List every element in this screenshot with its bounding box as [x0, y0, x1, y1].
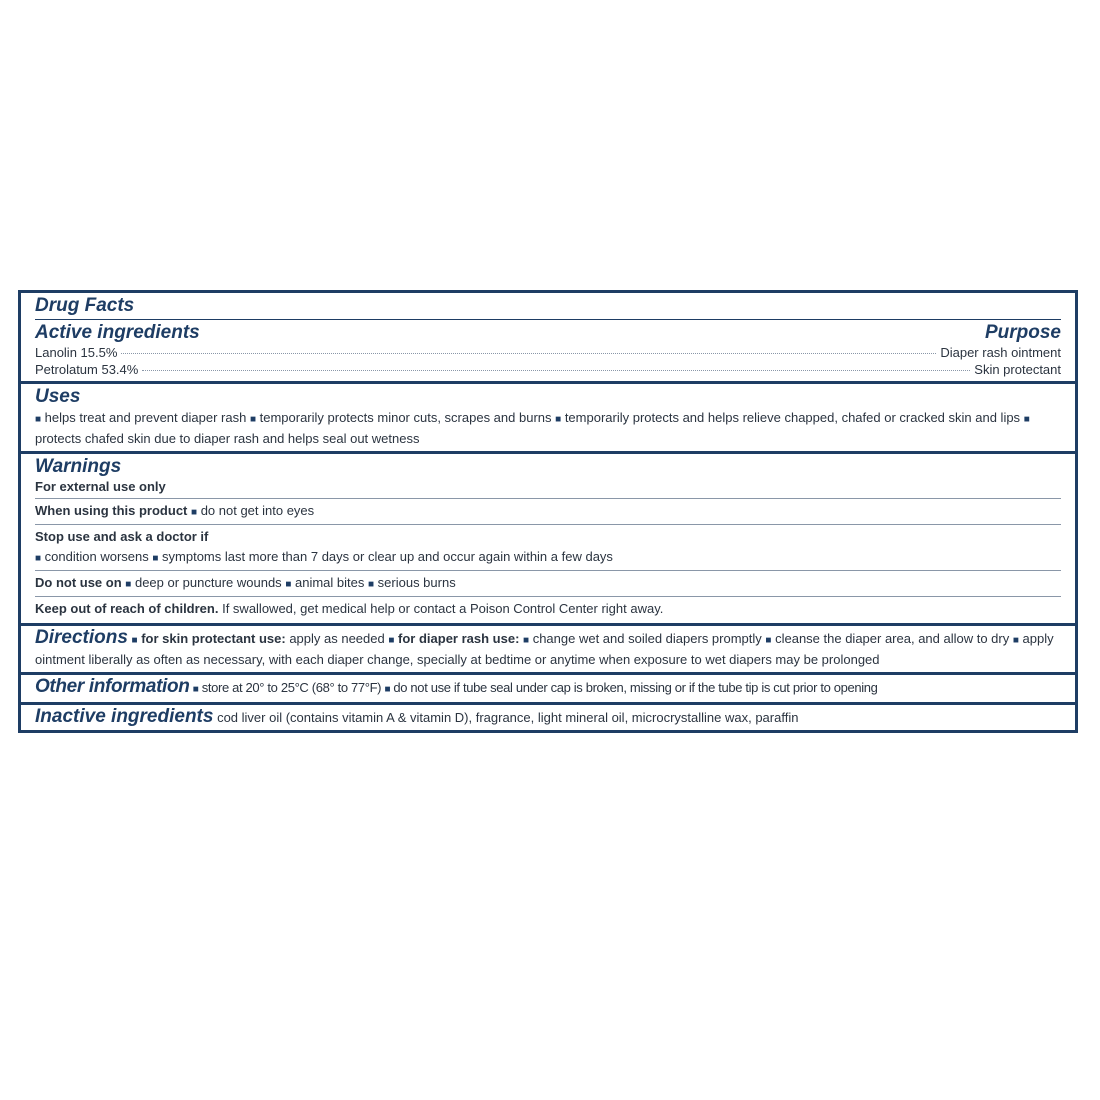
- inactive-ingredients-section: [21, 702, 1075, 730]
- skin-protectant-text: apply as needed: [289, 631, 385, 646]
- directions-item: apply ointment liberally as often as necessary, with each diaper change, specially at bedtime or anytime when exposure to wet diapers may be prolonged: [35, 631, 1054, 667]
- bullet-icon: ■: [125, 579, 132, 590]
- leader-dots: [121, 353, 936, 354]
- bullet-icon: ■: [191, 507, 198, 518]
- when-using-text: do not get into eyes: [200, 503, 315, 518]
- warnings-heading: Warnings: [35, 456, 122, 477]
- do-not-use-item: animal bites: [294, 575, 365, 590]
- stop-use-label: Stop use and ask a doctor if: [35, 529, 209, 544]
- do-not-use-line: [35, 570, 1061, 596]
- uses-text: [35, 408, 1061, 448]
- active-ingredients-heading: Active ingredients: [35, 322, 200, 343]
- active-ingredient-name: Lanolin 15.5%: [35, 345, 118, 360]
- directions-heading: Directions: [35, 627, 128, 648]
- bullet-icon: ■: [765, 635, 772, 646]
- active-row-petrolatum: [35, 361, 1061, 378]
- inactive-ingredients-heading: Inactive ingredients: [35, 706, 214, 727]
- other-information-section: [21, 672, 1075, 702]
- bullet-icon: ■: [388, 635, 395, 646]
- other-information-item: do not use if tube seal under cap is broken, missing or if the tube tip is cut prior to opening: [393, 680, 878, 695]
- directions-text: [35, 628, 1061, 669]
- bullet-icon: ■: [555, 414, 562, 425]
- other-information-item: store at 20° to 25°C (68° to 77°F): [201, 680, 382, 695]
- purpose-heading: Purpose: [984, 322, 1061, 343]
- stop-use-item: symptoms last more than 7 days or clear up and occur again within a few days: [162, 549, 613, 564]
- keep-out-text: If swallowed, get medical help or contact a Poison Control Center right away.: [222, 601, 664, 616]
- directions-item: cleanse the diaper area, and allow to dry: [775, 631, 1010, 646]
- skin-protectant-label: for skin protectant use:: [141, 631, 286, 646]
- inactive-ingredients-list: cod liver oil (contains vitamin A & vitamin D), fragrance, light mineral oil, microcrystalline wax, paraffin: [217, 710, 799, 725]
- stop-use-item: condition worsens: [44, 549, 149, 564]
- title-rule: [35, 319, 1061, 320]
- keep-out-label: Keep out of reach of children.: [35, 601, 219, 616]
- diaper-rash-label: for diaper rash use:: [398, 631, 520, 646]
- uses-item: temporarily protects and helps relieve chapped, chafed or cracked skin and lips: [564, 410, 1021, 425]
- do-not-use-item: deep or puncture wounds: [134, 575, 282, 590]
- active-header-row: [35, 322, 1061, 344]
- bullet-icon: ■: [285, 579, 292, 590]
- leader-dots: [142, 370, 970, 371]
- bullet-icon: ■: [1012, 635, 1019, 646]
- uses-item: temporarily protects minor cuts, scrapes and burns: [259, 410, 552, 425]
- bullet-icon: ■: [384, 684, 391, 695]
- uses-item: helps treat and prevent diaper rash: [44, 410, 247, 425]
- inactive-ingredients-text: [35, 707, 1061, 727]
- bullet-icon: ■: [152, 553, 159, 564]
- bullet-icon: ■: [192, 684, 199, 695]
- directions-section: [21, 623, 1075, 672]
- stop-use-items: [35, 545, 1061, 567]
- warnings-section: [21, 451, 1075, 623]
- uses-item: protects chafed skin due to diaper rash and helps seal out wetness: [35, 431, 420, 446]
- when-using-line: [35, 498, 1061, 524]
- keep-out-line: [35, 596, 1061, 620]
- stop-use-line: [35, 524, 1061, 570]
- do-not-use-label: Do not use on: [35, 575, 122, 590]
- drug-facts-panel: [18, 290, 1078, 733]
- directions-item: change wet and soiled diapers promptly: [532, 631, 762, 646]
- bullet-icon: ■: [523, 635, 530, 646]
- other-information-text: [35, 677, 1061, 699]
- active-ingredient-purpose: Diaper rash ointment: [940, 345, 1061, 360]
- uses-heading: Uses: [35, 386, 81, 407]
- other-information-heading: Other information: [35, 676, 190, 697]
- bullet-icon: ■: [35, 553, 42, 564]
- uses-section: [21, 381, 1075, 451]
- active-ingredient-purpose: Skin protectant: [974, 362, 1061, 377]
- do-not-use-item: serious burns: [377, 575, 456, 590]
- bullet-icon: ■: [35, 414, 42, 425]
- active-ingredients-section: [21, 293, 1075, 381]
- bullet-icon: ■: [249, 414, 256, 425]
- bullet-icon: ■: [367, 579, 375, 590]
- bullet-icon: ■: [131, 635, 138, 646]
- external-use-line: For external use only: [35, 479, 166, 494]
- drug-facts-title: Drug Facts: [35, 295, 135, 316]
- when-using-label: When using this product: [35, 503, 188, 518]
- active-row-lanolin: [35, 344, 1061, 361]
- bullet-icon: ■: [1023, 414, 1030, 425]
- active-ingredient-name: Petrolatum 53.4%: [35, 362, 139, 377]
